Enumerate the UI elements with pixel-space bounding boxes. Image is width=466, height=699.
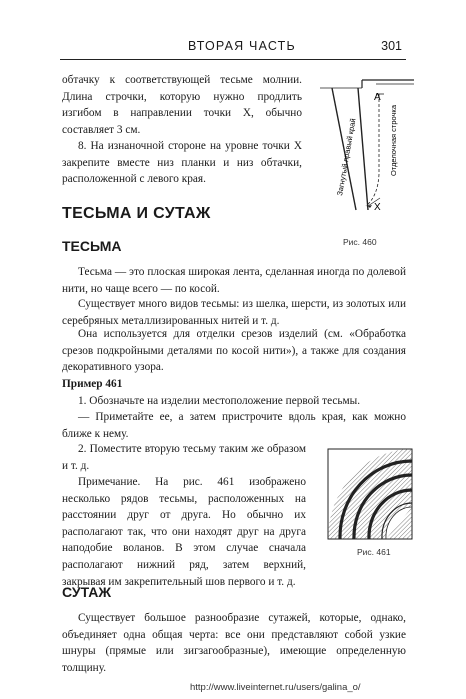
paragraph-zipper-facing: обтачку к соответствующей тесьме молнии. Длина строчки, которую нужно продлить изгибом в направлении точки X, обычно составляет 3 см. xyxy=(62,74,302,136)
paragraph-braid-uses: Она используется для отделки срезов изделий (см. «Обработка срезов подкройными деталями по косой нити»), а также для создания декоративного узора. xyxy=(62,328,406,374)
paragraph-step-2: 2. Поместите вторую тесьму таким же образом и т. д. xyxy=(62,443,306,472)
figure-460-caption: Рис. 460 xyxy=(343,237,377,247)
braid-rows-drawing xyxy=(328,449,412,539)
page-header xyxy=(60,37,406,60)
paragraph-soutache: Существует большое разнообразие сутажей, которые, однако, объединяет одна общая черта: все они представляют собой узкие шнуры (прямые или зигзагообразные), имеющие определенную толщину. xyxy=(62,612,406,674)
figure-461 xyxy=(322,445,412,541)
point-a-label: A xyxy=(374,92,381,103)
point-x-label: X xyxy=(374,202,381,213)
paragraph-note: Примечание. На рис. 461 изображено несколько рядов тесьмы, расположенных на расстоянии друг от друга. Но обычно их располагают так, что они находят друг на друга наподобие воланов. В этом случае сначала располагают нижний ряд, затем верхний, закрывая им закрепительный шов первого и т. д. xyxy=(62,476,306,588)
paragraph-braid-definition: Тесьма — это плоская широкая лента, сделанная иногда по долевой нити, но чаще всего — по косой. xyxy=(62,266,406,295)
figure-460 xyxy=(318,78,414,228)
zipper-seam-drawing xyxy=(320,80,414,210)
figure-461-caption: Рис. 461 xyxy=(357,547,391,557)
page-number: 301 xyxy=(381,39,402,53)
running-head: ВТОРАЯ ЧАСТЬ xyxy=(188,39,296,53)
subheading-soutache: СУТАЖ xyxy=(62,584,112,600)
section-heading: ТЕСЬМА И СУТАЖ xyxy=(62,205,211,222)
footer-url: http://www.liveinternet.ru/users/galina_o/ xyxy=(190,682,361,693)
subheading-braid: ТЕСЬМА xyxy=(62,238,122,254)
paragraph-baste-stitch: — Приметайте ее, а затем пристрочите вдоль края, как можно ближе к нему. xyxy=(62,411,406,440)
topstitch-label: Отделочная строчка xyxy=(389,104,398,176)
example-heading: Пример 461 xyxy=(62,378,123,390)
paragraph-step-8: 8. На изнаночной стороне на уровне точки X закрепите вместе низ планки и низ обтачки, расположенной с левого края. xyxy=(62,140,302,186)
paragraph-braid-types: Существует много видов тесьмы: из шелка, шерсти, из золотых или серебряных металлизированных нитей и т. д. xyxy=(62,298,406,327)
paragraph-step-1: 1. Обозначьте на изделии местоположение первой тесьмы. xyxy=(78,395,361,407)
folded-edge-label: Загнутый правый край xyxy=(335,117,358,197)
